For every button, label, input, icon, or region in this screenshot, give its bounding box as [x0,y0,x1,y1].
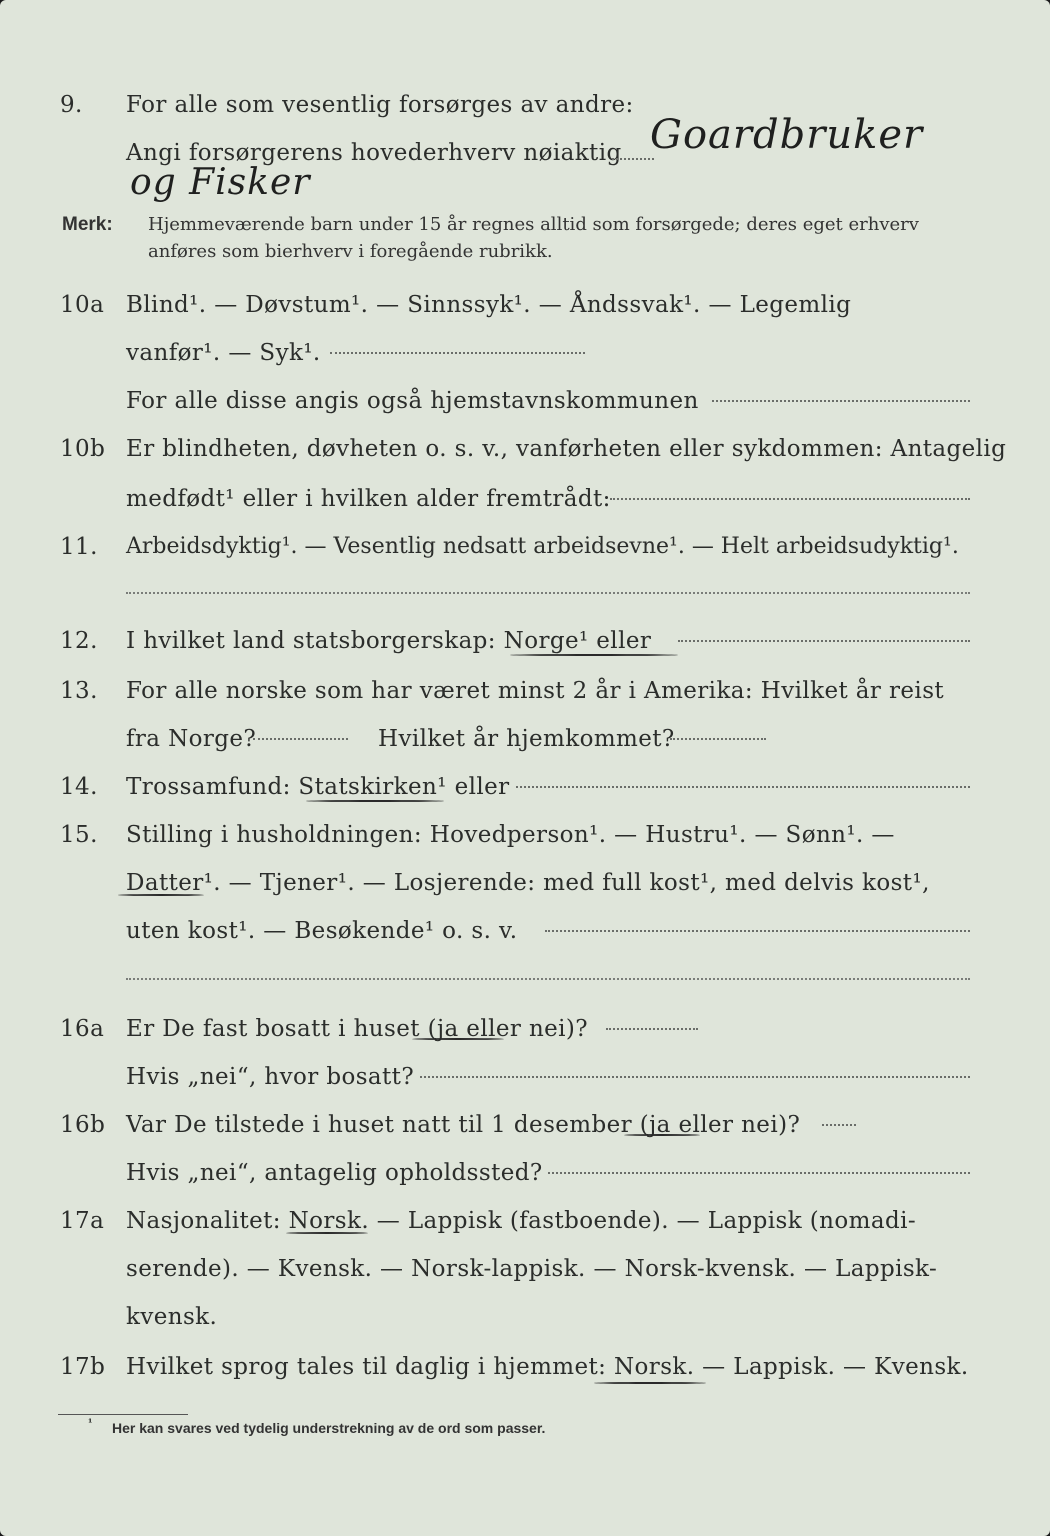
q10a-syk-line [330,352,585,354]
q17b-number: 17b [60,1354,106,1380]
q10a-line3: For alle disse angis også hjemstavnskommunen [126,388,699,414]
q16a-ja-underline [412,1038,504,1040]
q17a-line2: serende). — Kvensk. — Norsk-lappisk. — Norsk-kvensk. — Lappisk- [126,1256,938,1282]
q16a-answer-line [606,1028,698,1030]
q17a-number: 17a [60,1208,105,1234]
q10a-line2: vanfør¹. — Syk¹. [126,340,321,366]
merk-line1: Hjemmeværende barn under 15 år regnes alltid som forsørgede; deres eget erhverv [148,214,919,235]
q17a-norsk-underline [286,1232,368,1234]
q15-datter-underline [118,894,204,896]
q16b-answer-line [822,1124,856,1126]
q9-handwritten-answer1: Goardbruker [650,112,924,158]
q16b-number: 16b [60,1112,106,1138]
q17b-line1: Hvilket sprog tales til daglig i hjemmet: Norsk. — Lappisk. — Kvensk. [126,1354,969,1380]
q15-line3: uten kost¹. — Besøkende¹ o. s. v. [126,918,518,944]
q9-line2: Angi forsørgerens hovederhverv nøiaktig [126,140,622,166]
q13-number: 13. [60,678,98,704]
q12-row [0,620,1050,666]
q16b-opholdssted-line [548,1172,970,1174]
q15-line2: Datter¹. — Tjener¹. — Losjerende: med full kost¹, med delvis kost¹, [126,870,930,896]
q17a-line1: Nasjonalitet: Norsk. — Lappisk (fastboende). — Lappisk (nomadi- [126,1208,917,1234]
q9-answer-line [612,158,654,160]
q10b-number: 10b [60,436,106,462]
q16b-ja-underline [624,1134,700,1136]
q13-row [0,670,1050,716]
q10b-row2 [0,478,1050,524]
q15-number: 15. [60,822,98,848]
q13-line1: For alle norske som har været minst 2 år i Amerika: Hvilket år reist [126,678,945,704]
q16a-number: 16a [60,1016,105,1042]
q14-row [0,766,1050,812]
q17b-row [0,1346,1050,1392]
q16a-row2 [0,1056,1050,1102]
q11-row [0,526,1050,572]
q10a-number: 10a [60,292,105,318]
footnote-rule [58,1414,188,1415]
q17a-row2 [0,1248,1050,1294]
q15-line1: Stilling i husholdningen: Hovedperson¹. — Hustru¹. — Sønn¹. — [126,822,895,848]
q13-line2b: Hvilket år hjemkommet? [378,726,675,752]
q15-row2 [0,862,1050,908]
q10a-line1: Blind¹. — Døvstum¹. — Sinnssyk¹. — Åndssvak¹. — Legemlig [126,292,852,318]
q15-row3 [0,910,1050,956]
q16b-line1: Var De tilstede i huset natt til 1 desember (ja eller nei)? [126,1112,801,1138]
q17a-row3 [0,1296,1050,1342]
q9-handwritten-answer2: og Fisker [130,162,311,203]
q17a-row [0,1200,1050,1246]
q14-line1: Trossamfund: Statskirken¹ eller [126,774,510,800]
q14-answer-line [516,786,970,788]
q16a-line2: Hvis „nei“, hvor bosatt? [126,1064,415,1090]
q12-answer-line [678,640,970,642]
q10a-row2 [0,332,1050,378]
q16a-row [0,1008,1050,1054]
q17a-line3: kvensk. [126,1304,218,1330]
q9-line1: For alle som vesentlig forsørges av andre: [126,92,634,118]
q11-number: 11. [60,534,98,560]
merk-line2: anføres som bierhverv i foregående rubrikk. [148,241,553,262]
q13-row2 [0,718,1050,764]
q10b-answer-line [610,498,970,500]
q14-number: 14. [60,774,98,800]
q15-row [0,814,1050,860]
q13-reist-line [253,738,348,740]
q16a-bosatt-line [420,1076,970,1078]
q11-line1: Arbeidsdyktig¹. — Vesentlig nedsatt arbeidsevne¹. — Helt arbeidsudyktig¹. [126,534,959,559]
q10a-row [0,284,1050,330]
q12-number: 12. [60,628,98,654]
footnote-mark: ¹ [88,1418,93,1429]
q9-number: 9. [60,92,83,118]
q10a-hjemstavn-line [712,400,970,402]
footnote-text: Her kan svares ved tydelig understrekning av de ord som passer. [112,1420,546,1436]
q10b-row [0,428,1050,474]
q13-hjemkommet-line [670,738,766,740]
q16a-line1: Er De fast bosatt i huset (ja eller nei)? [126,1016,589,1042]
q10b-line1: Er blindheten, døvheten o. s. v., vanførheten eller sykdommen: Antagelig [126,436,1007,462]
q10b-line2: medfødt¹ eller i hvilken alder fremtrådt: [126,486,611,512]
q16b-row [0,1104,1050,1150]
q15-answer-line [545,930,970,932]
q15-extra-line [126,978,970,980]
q14-statskirken-underline [306,800,444,802]
q10a-row3 [0,380,1050,426]
q16b-row2 [0,1152,1050,1198]
q16b-line2: Hvis „nei“, antagelig opholdssted? [126,1160,543,1186]
q13-line2a: fra Norge? [126,726,257,752]
q12-norge-underline [510,654,678,656]
q17b-norsk-underline [594,1382,706,1384]
q12-line1: I hvilket land statsborgerskap: Norge¹ eller [126,628,652,654]
q11-answer-line [126,592,970,594]
merk-label: Merk: [62,214,113,235]
